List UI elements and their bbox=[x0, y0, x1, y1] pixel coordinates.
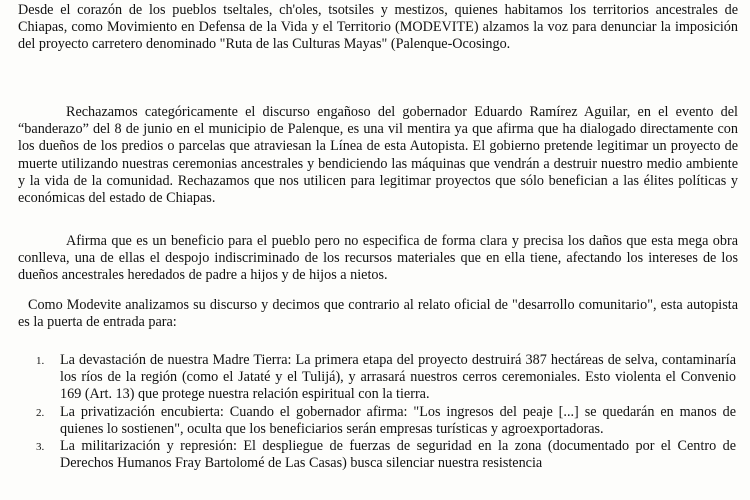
intro-paragraph: Desde el corazón de los pueblos tseltales, ch'oles, tsotsiles y mestizos, quienes habitamos los territorios ancestrales de Chiapas, como Movimiento en Defensa de la Vida y el Territorio (MODEVITE) alzamos la voz para denunciar la imposición del proyecto carretero denominado "Ruta de las Culturas Mayas" (Palenque-Ocosingo. bbox=[18, 2, 738, 53]
list-item-text: La devastación de nuestra Madre Tierra: La primera etapa del proyecto destruirá 387 hectáreas de selva, contaminaría los ríos de la región (como el Jataté y el Tulijá), y arrasará nuestros cerros ceremoniales. Esto violenta el Convenio 169 (Art. 13) que protege nuestra relación espiritual con la tierra. bbox=[60, 352, 736, 403]
list-item-text: La privatización encubierta: Cuando el gobernador afirma: "Los ingresos del peaje [...] se quedarán en manos de quienes lo sostienen", oculta que los beneficiarios serán empresas turísticas y agroexportadoras. bbox=[60, 403, 736, 437]
list-item bbox=[0, 352, 750, 404]
list-number: 3. bbox=[36, 441, 45, 454]
consequences-list bbox=[0, 352, 750, 472]
list-item bbox=[0, 438, 750, 472]
list-number: 1. bbox=[36, 355, 45, 367]
list-number: 2. bbox=[36, 406, 45, 419]
list-item bbox=[0, 404, 750, 438]
rejection-paragraph: Rechazamos categóricamente el discurso engañoso del gobernador Eduardo Ramírez Aguilar, en el evento del “banderazo” del 8 de junio en el municipio de Palenque, es una vil mentira ya que afirma que ha dialogado directamente con los dueños de los predios o parcelas que atraviesan la Línea de esta Autopista. El gobierno pretende legitimar un proyecto de muerte utilizando nuestras ceremonias ancestrales y bendiciendo las máquinas que vendrán a destruir nuestro medio ambiente y la vida de la comunidad. Rechazamos que nos utilicen para legitimar proyectos que sólo benefician a las élites políticas y económicas del estado de Chiapas. bbox=[18, 104, 738, 207]
list-item-text: La militarización y represión: El despliegue de fuerzas de seguridad en la zona (documentado por el Centro de Derechos Humanos Fray Bartolomé de Las Casas) busca silenciar nuestra resistencia bbox=[60, 438, 736, 472]
claims-paragraph: Afirma que es un beneficio para el pueblo pero no especifica de forma clara y precisa los daños que esta mega obra conlleva, una de ellas el despojo indiscriminado de los recursos materiales que en ella tiene, afectando los intereses de los dueños ancestrales heredados de padre a hijos y de hijos a nietos. bbox=[18, 233, 738, 284]
analysis-paragraph: Como Modevite analizamos su discurso y decimos que contrario al relato oficial de "desarrollo comunitario", esta autopista es la puerta de entrada para: bbox=[18, 297, 738, 331]
